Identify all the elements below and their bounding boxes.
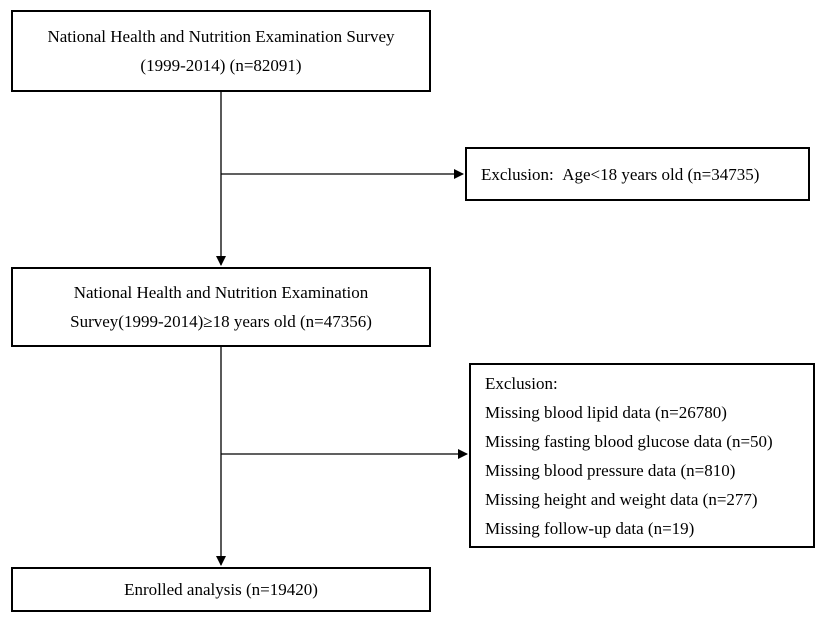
exclusion-missing-box bbox=[469, 363, 815, 548]
exclusion-missing-heading: Exclusion: bbox=[485, 373, 558, 393]
adult-population-box bbox=[11, 267, 431, 347]
exclusion-item: Missing follow-up data (n=19) bbox=[485, 518, 695, 538]
source-line-1: National Health and Nutrition Examination Survey bbox=[47, 27, 395, 46]
exclusion-item: Missing blood lipid data (n=26780) bbox=[485, 402, 727, 422]
exclusion-age-text: Exclusion: Age<18 years old (n=34735) bbox=[481, 164, 760, 184]
exclusion-item: Missing fasting blood glucose data (n=50) bbox=[485, 431, 773, 451]
exclusion-item: Missing height and weight data (n=277) bbox=[485, 489, 758, 509]
exclusion-item: Missing blood pressure data (n=810) bbox=[485, 460, 736, 480]
source-population-box bbox=[11, 10, 431, 92]
source-line-2: (1999-2014) (n=82091) bbox=[140, 56, 302, 75]
exclusion-age-box bbox=[465, 147, 810, 201]
adults-line-2: Survey(1999-2014)≥18 years old (n=47356) bbox=[70, 312, 372, 331]
enrolled-text: Enrolled analysis (n=19420) bbox=[124, 580, 318, 599]
adults-line-1: National Health and Nutrition Examination bbox=[73, 283, 369, 302]
enrolled-analysis-box bbox=[11, 567, 431, 612]
